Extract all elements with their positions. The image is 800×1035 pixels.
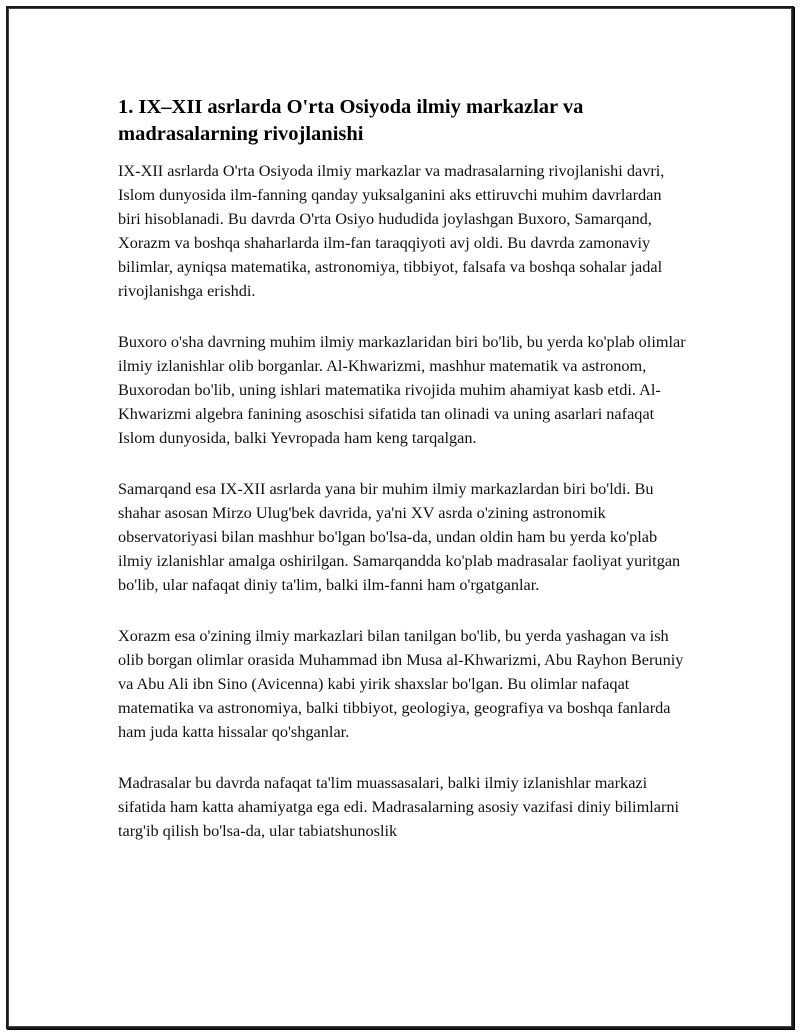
paragraph-2: Buxoro o'sha davrning muhim ilmiy markazlaridan biri bo'lib, bu yerda ko'plab olimlar ilmiy izlanishlar olib borganlar. Al-Khwarizmi, mashhur matematik va astronom, Buxorodan bo'lib, uning ishlari matematika rivojida muhim ahamiyat kasb etdi. Al-Khwarizmi algebra fanining asoschisi sifatida tan olinadi va uning asarlari nafaqat Islom dunyosida, balki Yevropada ham keng tarqalgan. xyxy=(118,332,686,447)
paragraph-1: IX-XII asrlarda O'rta Osiyoda ilmiy markazlar va madrasalarning rivojlanishi davri, Islom dunyosida ilm-fanning qanday yuksalganini aks ettiruvchi muhim davrlardan biri hisoblanadi. Bu davrda O'rta Osiyo hududida joylashgan Buxoro, Samarqand, Xorazm va boshqa shaharlarda ilm-fan taraqqiyoti avj oldi. Bu davrda zamonaviy bilimlar, ayniqsa matematika, astronomiya, tibbiyot, falsafa va boshqa sohalar jadal rivojlanishga erishdi. xyxy=(118,161,665,300)
document-body xyxy=(118,94,688,870)
paragraph-4: Xorazm esa o'zining ilmiy markazlari bilan tanilgan bo'lib, bu yerda yashagan va ish olib borgan olimlar orasida Muhammad ibn Musa al-Khwarizmi, Abu Rayhon Beruniy va Abu Ali ibn Sino (Avicenna) kabi yirik shaxslar bo'lgan. Bu olimlar nafaqat matematika va astronomiya, balki tibbiyot, geologiya, geografiya va boshqa fanlarda ham juda katta hissalar qo'shganlar. xyxy=(118,626,684,741)
paragraph-3: Samarqand esa IX-XII asrlarda yana bir muhim ilmiy markazlardan biri bo'ldi. Bu shahar asosan Mirzo Ulug'bek davrida, ya'ni XV asrda o'zining astronomik observatoriyasi bilan mashhur bo'lgan bo'lsa-da, undan oldin ham bu yerda ko'plab ilmiy izlanishlar amalga oshirilgan. Samarqandda ko'plab madrasalar faoliyat yuritgan bo'lib, ular nafaqat diniy ta'lim, balki ilm-fanni ham o'rgatganlar. xyxy=(118,479,681,594)
paragraph-5: Madrasalar bu davrda nafaqat ta'lim muassasalari, balki ilmiy izlanishlar markazi sifatida ham katta ahamiyatga ega edi. Madrasalarning asosiy vazifasi diniy bilimlarni targ'ib qilish bo'lsa-da, ular tabiatshunoslik xyxy=(118,773,680,840)
section-heading: 1. IX–XII asrlarda O'rta Osiyoda ilmiy markazlar va madrasalarning rivojlanishi xyxy=(118,96,584,145)
